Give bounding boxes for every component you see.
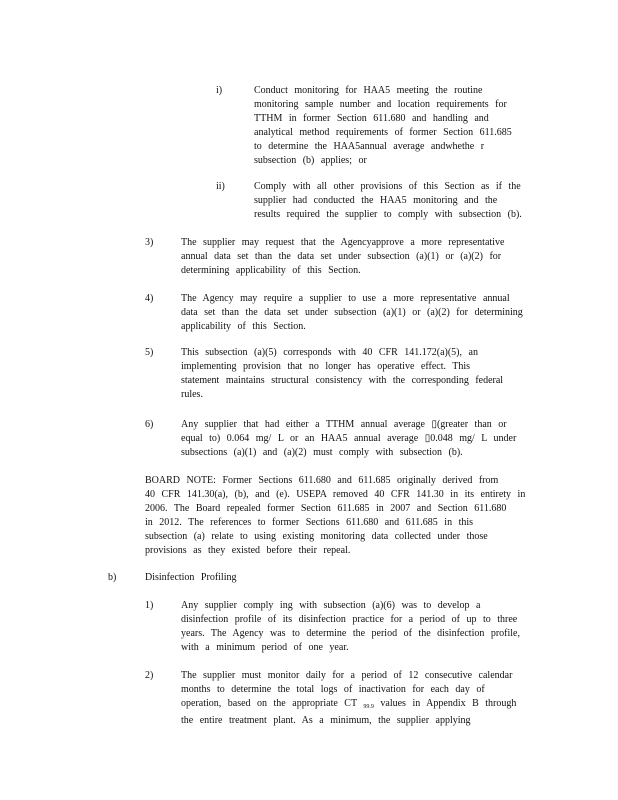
text-line: with a minimum period of one year. (181, 642, 349, 653)
item-marker: 5) (145, 347, 154, 358)
note-line: provisions as they existed before their repeal. (145, 545, 351, 556)
heading-text: Disinfection Profiling (145, 572, 237, 583)
text-line: Conduct monitoring for HAA5 meeting the routine (254, 85, 483, 96)
item-marker: 6) (145, 419, 154, 430)
text-line: results required the supplier to comply with subsection (b). (254, 209, 522, 220)
item-a3 (145, 236, 535, 280)
item-text (181, 599, 535, 655)
text-line: subsection (b) applies; or (254, 155, 367, 166)
item-text (254, 84, 534, 168)
section-b-heading (108, 571, 308, 585)
section-heading (145, 571, 305, 585)
text-line: data set than the data set under subsection (a)(1) or (a)(2) for determining (181, 307, 523, 318)
note-line: subsection (a) relate to using existing monitoring data collected under those (145, 531, 488, 542)
text-line: statement maintains structural consistency with the corresponding federal (181, 375, 504, 386)
item-text (181, 292, 535, 334)
item-ii (216, 180, 536, 224)
text-line: Any supplier comply ing with subsection (a)(6) was to develop a (181, 600, 481, 611)
item-marker: ii) (216, 181, 225, 192)
note-line: 2006. The Board repealed former Section 611.685 in 2007 and Section 611.680 (145, 503, 507, 514)
note-line: BOARD NOTE: Former Sections 611.680 and 611.685 originally derived from (145, 475, 499, 486)
text-line: the entire treatment plant. As a minimum, the supplier applying (181, 715, 471, 726)
ct-subscript: 99.9 (363, 704, 374, 710)
item-a6 (145, 418, 535, 462)
board-note (145, 474, 545, 558)
item-b2 (145, 669, 535, 727)
text-line: monitoring sample number and location requirements for (254, 99, 507, 110)
item-a4 (145, 292, 535, 336)
text-line: The Agency may require a supplier to use a more representative annual (181, 293, 510, 304)
item-text (181, 669, 535, 728)
text-line: annual data set than the data set under subsection (a)(1) or (a)(2) for (181, 251, 502, 262)
item-a5 (145, 346, 535, 404)
text-line: Comply with all other provisions of this Section as if the (254, 181, 521, 192)
item-i (216, 84, 536, 170)
note-line: in 2012. The references to former Sections 611.680 and 611.685 in this (145, 517, 474, 528)
section-marker: b) (108, 572, 117, 583)
item-marker: 4) (145, 293, 154, 304)
note-line: 40 CFR 141.30(a), (b), and (e). USEPA removed 40 CFR 141.30 in its entirety in (145, 489, 526, 500)
text-line: The supplier may request that the Agencyapprove a more representative (181, 237, 505, 248)
text-line: supplier had conducted the HAA5 monitoring and the (254, 195, 498, 206)
text-line: to determine the HAA5annual average andwhethe r (254, 141, 485, 152)
text-line: equal to) 0.064 mg/ L or an HAA5 annual average ▯0.048 mg/ L under (181, 433, 517, 444)
item-text (181, 418, 535, 460)
item-text (181, 346, 535, 402)
text-fragment: values in Appendix B through (373, 698, 517, 709)
text-line: subsections (a)(1) and (a)(2) must comply with subsection (b). (181, 447, 463, 458)
text-line: determining applicability of this Section. (181, 265, 361, 276)
text-line: analytical method requirements of former Section 611.685 (254, 127, 512, 138)
text-line (181, 697, 535, 714)
text-line: months to determine the total logs of inactivation for each day of (181, 684, 485, 695)
text-line: years. The Agency was to determine the period of the disinfection profile, (181, 628, 520, 639)
text-line: Any supplier that had either a TTHM annual average ▯(greater than or (181, 419, 507, 430)
text-line: implementing provision that no longer has operative effect. This (181, 361, 471, 372)
text-line: This subsection (a)(5) corresponds with 40 CFR 141.172(a)(5), an (181, 347, 478, 358)
item-text (181, 236, 535, 278)
item-marker: 1) (145, 600, 154, 611)
item-marker: 2) (145, 670, 154, 681)
item-marker: 3) (145, 237, 154, 248)
text-line: applicability of this Section. (181, 321, 306, 332)
item-b1 (145, 599, 535, 657)
item-marker: i) (216, 85, 223, 96)
text-line: The supplier must monitor daily for a period of 12 consecutive calendar (181, 670, 513, 681)
text-line: rules. (181, 389, 203, 400)
item-text (254, 180, 536, 222)
text-line: TTHM in former Section 611.680 and handling and (254, 113, 489, 124)
text-line: disinfection profile of its disinfection practice for a period of up to three (181, 614, 518, 625)
text-fragment: operation, based on the appropriate CT (181, 698, 364, 709)
